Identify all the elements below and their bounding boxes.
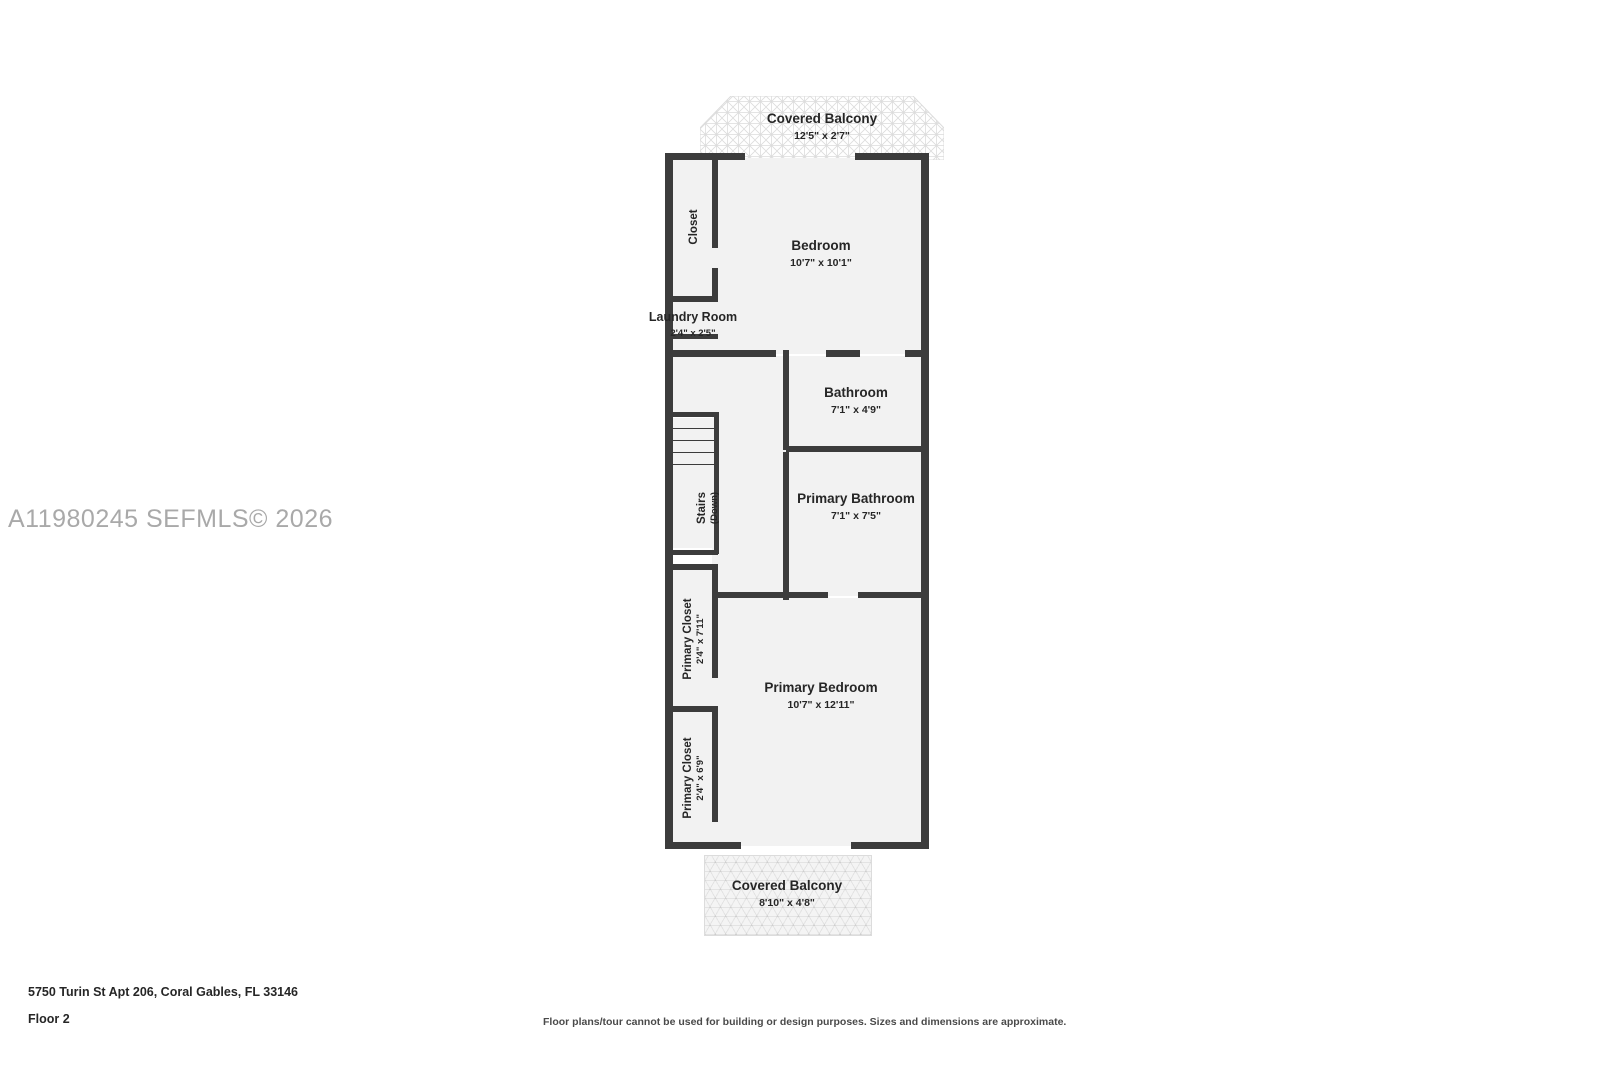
wall-bedroom-bottom-left xyxy=(668,350,776,357)
wall-closet-bedroom xyxy=(712,160,718,248)
stairs-label: Stairs (Down) xyxy=(696,491,720,525)
laundry-room-label: Laundry Room 2'4" x 2'5" xyxy=(648,310,738,339)
hallway-lower-area xyxy=(712,356,786,596)
wall-hall-bathroom xyxy=(783,350,789,450)
covered-balcony-top-label: Covered Balcony 12'5" x 2'7" xyxy=(766,111,878,142)
covered-balcony-bottom-shape xyxy=(704,855,872,936)
wall-closet-bottom xyxy=(668,296,718,302)
wall-hall-primary-bathroom xyxy=(783,452,789,600)
wall-bedroom-bottom-right xyxy=(905,350,929,357)
covered-balcony-top-shape xyxy=(700,96,944,160)
exterior-wall-bottom-right xyxy=(851,842,929,849)
floor-label: Floor 2 xyxy=(28,1012,70,1026)
wall-primary-closet-upper-right xyxy=(712,568,718,678)
wall-primary-bedroom-top-right xyxy=(858,592,929,598)
stair-tread xyxy=(670,428,716,429)
bedroom-label: Bedroom 10'7" x 10'1" xyxy=(790,238,852,269)
closet-label: Closet xyxy=(688,209,700,245)
primary-bathroom-area xyxy=(788,452,924,596)
stair-tread xyxy=(670,440,716,441)
exterior-wall-top-mid xyxy=(855,153,929,160)
wall-primary-closet-lower-right xyxy=(712,712,718,822)
wall-bedroom-bottom-mid xyxy=(826,350,860,357)
primary-closet-upper-label: Primary Closet 2'4" x 7'11" xyxy=(682,598,706,680)
covered-balcony-bottom-label: Covered Balcony 8'10" x 4'8" xyxy=(731,878,843,909)
property-address: 5750 Turin St Apt 206, Coral Gables, FL 33146 xyxy=(28,985,299,999)
exterior-wall-left xyxy=(665,153,673,849)
exterior-wall-right xyxy=(921,153,929,849)
wall-primary-bedroom-top-left xyxy=(716,592,828,598)
mls-watermark: A11980245 SEFMLS© 2026 xyxy=(8,505,334,533)
wall-bathroom-divider xyxy=(786,446,929,452)
wall-stairs-top xyxy=(668,412,718,417)
bathroom-area xyxy=(788,356,924,448)
primary-bathroom-label: Primary Bathroom 7'1" x 7'5" xyxy=(797,491,915,523)
primary-bedroom-area xyxy=(718,598,924,846)
bathroom-label: Bathroom 7'1" x 4'9" xyxy=(824,385,888,416)
bedroom-area xyxy=(718,158,924,354)
primary-bedroom-label: Primary Bedroom 10'7" x 12'11" xyxy=(764,680,878,711)
primary-closet-lower-label: Primary Closet 2'4" x 6'9" xyxy=(682,737,706,819)
exterior-wall-top-left xyxy=(665,153,745,160)
wall-laundry-bottom xyxy=(668,334,718,339)
disclaimer-text: Floor plans/tour cannot be used for building or design purposes. Sizes and dimensions are approximate. xyxy=(543,1016,1067,1028)
laundry-room-area xyxy=(670,300,718,354)
